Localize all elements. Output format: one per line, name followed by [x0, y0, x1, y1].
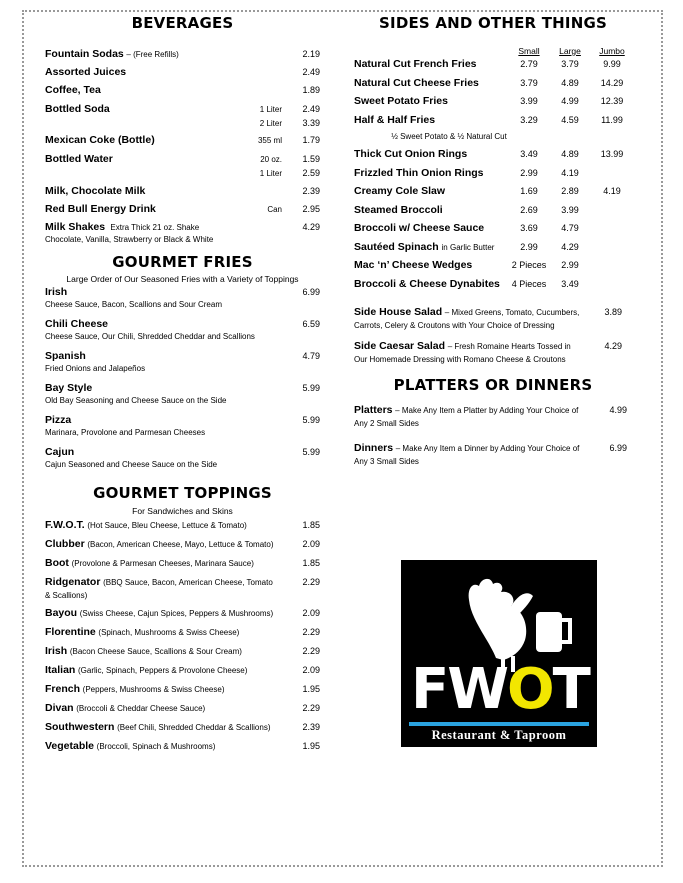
- menu-item: Milk Shakes Extra Thick 21 oz. Shake 4.29 Chocolate, Vanilla, Strawberry or Black & White: [45, 221, 320, 244]
- side-item: Natural Cut French Fries 2.79 3.79 9.99: [354, 58, 621, 70]
- toppings-subtitle: For Sandwiches and Skins: [132, 506, 233, 516]
- menu-item: Coffee, Tea 1.89: [45, 84, 320, 96]
- logo-wordmark: FWOT: [411, 657, 589, 722]
- side-item: Creamy Cole Slaw 1.69 2.89 4.19: [354, 185, 621, 197]
- side-item: Mac ‘n’ Cheese Wedges 2 Pieces 2.99: [354, 259, 579, 271]
- menu-item: Pizza 5.99 Marinara, Provolone and Parmesan Cheeses: [45, 414, 320, 437]
- side-item: Sweet Potato Fries 3.99 4.99 12.39: [354, 95, 624, 107]
- fries-subtitle: Large Order of Our Seasoned Fries with a Variety of Toppings: [66, 274, 299, 284]
- menu-item: Side Caesar Salad – Fresh Romaine Hearts Tossed in Our Homemade Dressing with Romano Cheese & Croutons 4.29: [354, 340, 622, 364]
- menu-item: Italian (Garlic, Spinach, Peppers & Provolone Cheese) 2.09: [45, 664, 320, 676]
- menu-item: Florentine (Spinach, Mushrooms & Swiss Cheese) 2.29: [45, 626, 320, 638]
- size-headers: Small Large Jumbo: [518, 46, 625, 56]
- menu-item: Milk, Chocolate Milk 2.39: [45, 185, 320, 197]
- menu-item: Mexican Coke (Bottle) 355 ml 1.79: [45, 134, 320, 146]
- menu-item: Side House Salad – Mixed Greens, Tomato, Cucumbers, Carrots, Celery & Croutons with Your Choice of Dressing 3.89: [354, 306, 622, 330]
- right-column: [354, 14, 632, 472]
- fries-title: GOURMET FRIES: [112, 253, 253, 271]
- platters-title: PLATTERS OR DINNERS: [393, 376, 593, 394]
- toppings-title: GOURMET TOPPINGS: [93, 484, 272, 502]
- menu-item: Bayou (Swiss Cheese, Cajun Spices, Peppers & Mushrooms) 2.09: [45, 607, 320, 619]
- logo-tagline: Restaurant & Taproom: [431, 728, 567, 742]
- side-item: Sautéed Spinach in Garlic Butter 2.99 4.29: [354, 240, 579, 253]
- menu-item: Vegetable (Broccoli, Spinach & Mushrooms) 1.95: [45, 740, 320, 752]
- half-half-note: ½ Sweet Potato & ½ Natural Cut: [391, 132, 507, 141]
- menu-item: Bay Style 5.99 Old Bay Seasoning and Cheese Sauce on the Side: [45, 382, 320, 405]
- left-column: [45, 14, 320, 759]
- side-item: Natural Cut Cheese Fries 3.79 4.89 14.29: [354, 76, 624, 89]
- menu-item: Bottled Water 20 oz. 1.59 1 Liter 2.59: [45, 153, 320, 178]
- menu-item: Ridgenator (BBQ Sauce, Bacon, American Cheese, Tomato & Scallions) 2.29: [45, 576, 320, 600]
- menu-item: Dinners – Make Any Item a Dinner by Adding Your Choice of Any 3 Small Sides 6.99: [354, 442, 627, 466]
- logo-stripe: [409, 722, 589, 726]
- side-item: Broccoli & Cheese Dynabites 4 Pieces 3.49: [354, 277, 579, 290]
- menu-item: French (Peppers, Mushrooms & Swiss Cheese) 1.95: [45, 683, 320, 695]
- menu-item: Spanish 4.79 Fried Onions and Jalapeños: [45, 350, 320, 373]
- menu-item: Chili Cheese 6.59 Cheese Sauce, Our Chili, Shredded Cheddar and Scallions: [45, 318, 320, 341]
- side-item: Frizzled Thin Onion Rings 2.99 4.19: [354, 166, 579, 179]
- menu-item: Boot (Provolone & Parmesan Cheeses, Marinara Sauce) 1.85: [45, 557, 320, 569]
- menu-item: Irish 6.99 Cheese Sauce, Bacon, Scallions and Sour Cream: [45, 286, 320, 309]
- sides-list: [354, 58, 632, 296]
- menu-item: Bottled Soda 1 Liter 2.49 2 Liter 3.39: [45, 103, 320, 128]
- menu-item: Fountain Sodas – (Free Refills) 2.19: [45, 48, 320, 60]
- menu-item: Southwestern (Beef Chili, Shredded Cheddar & Scallions) 2.39: [45, 721, 320, 733]
- menu-item: Divan (Broccoli & Cheddar Cheese Sauce) 2.29: [45, 702, 320, 714]
- menu-item: Assorted Juices 2.49: [45, 66, 320, 78]
- menu-item: Red Bull Energy Drink Can 2.95: [45, 203, 320, 215]
- side-item: Broccoli w/ Cheese Sauce 3.69 4.79: [354, 222, 579, 234]
- side-item: Steamed Broccoli 2.69 3.99: [354, 203, 579, 216]
- side-item: Half & Half Fries 3.29 4.59 11.99: [354, 113, 623, 126]
- side-item: Thick Cut Onion Rings 3.49 4.89 13.99: [354, 148, 624, 160]
- sides-title: SIDES AND OTHER THINGS: [379, 14, 607, 32]
- menu-item: Cajun 5.99 Cajun Seasoned and Cheese Sauce on the Side: [45, 446, 320, 469]
- beverages-title: BEVERAGES: [131, 14, 234, 32]
- menu-item: Clubber (Bacon, American Cheese, Mayo, Lettuce & Tomato) 2.09: [45, 538, 320, 550]
- fwot-logo: [401, 560, 597, 747]
- menu-item: Irish (Bacon Cheese Sauce, Scallions & Sour Cream) 2.29: [45, 645, 320, 657]
- menu-item: F.W.O.T. (Hot Sauce, Bleu Cheese, Lettuce & Tomato) 1.85: [45, 519, 320, 531]
- menu-item: Platters – Make Any Item a Platter by Adding Your Choice of Any 2 Small Sides 4.99: [354, 404, 627, 428]
